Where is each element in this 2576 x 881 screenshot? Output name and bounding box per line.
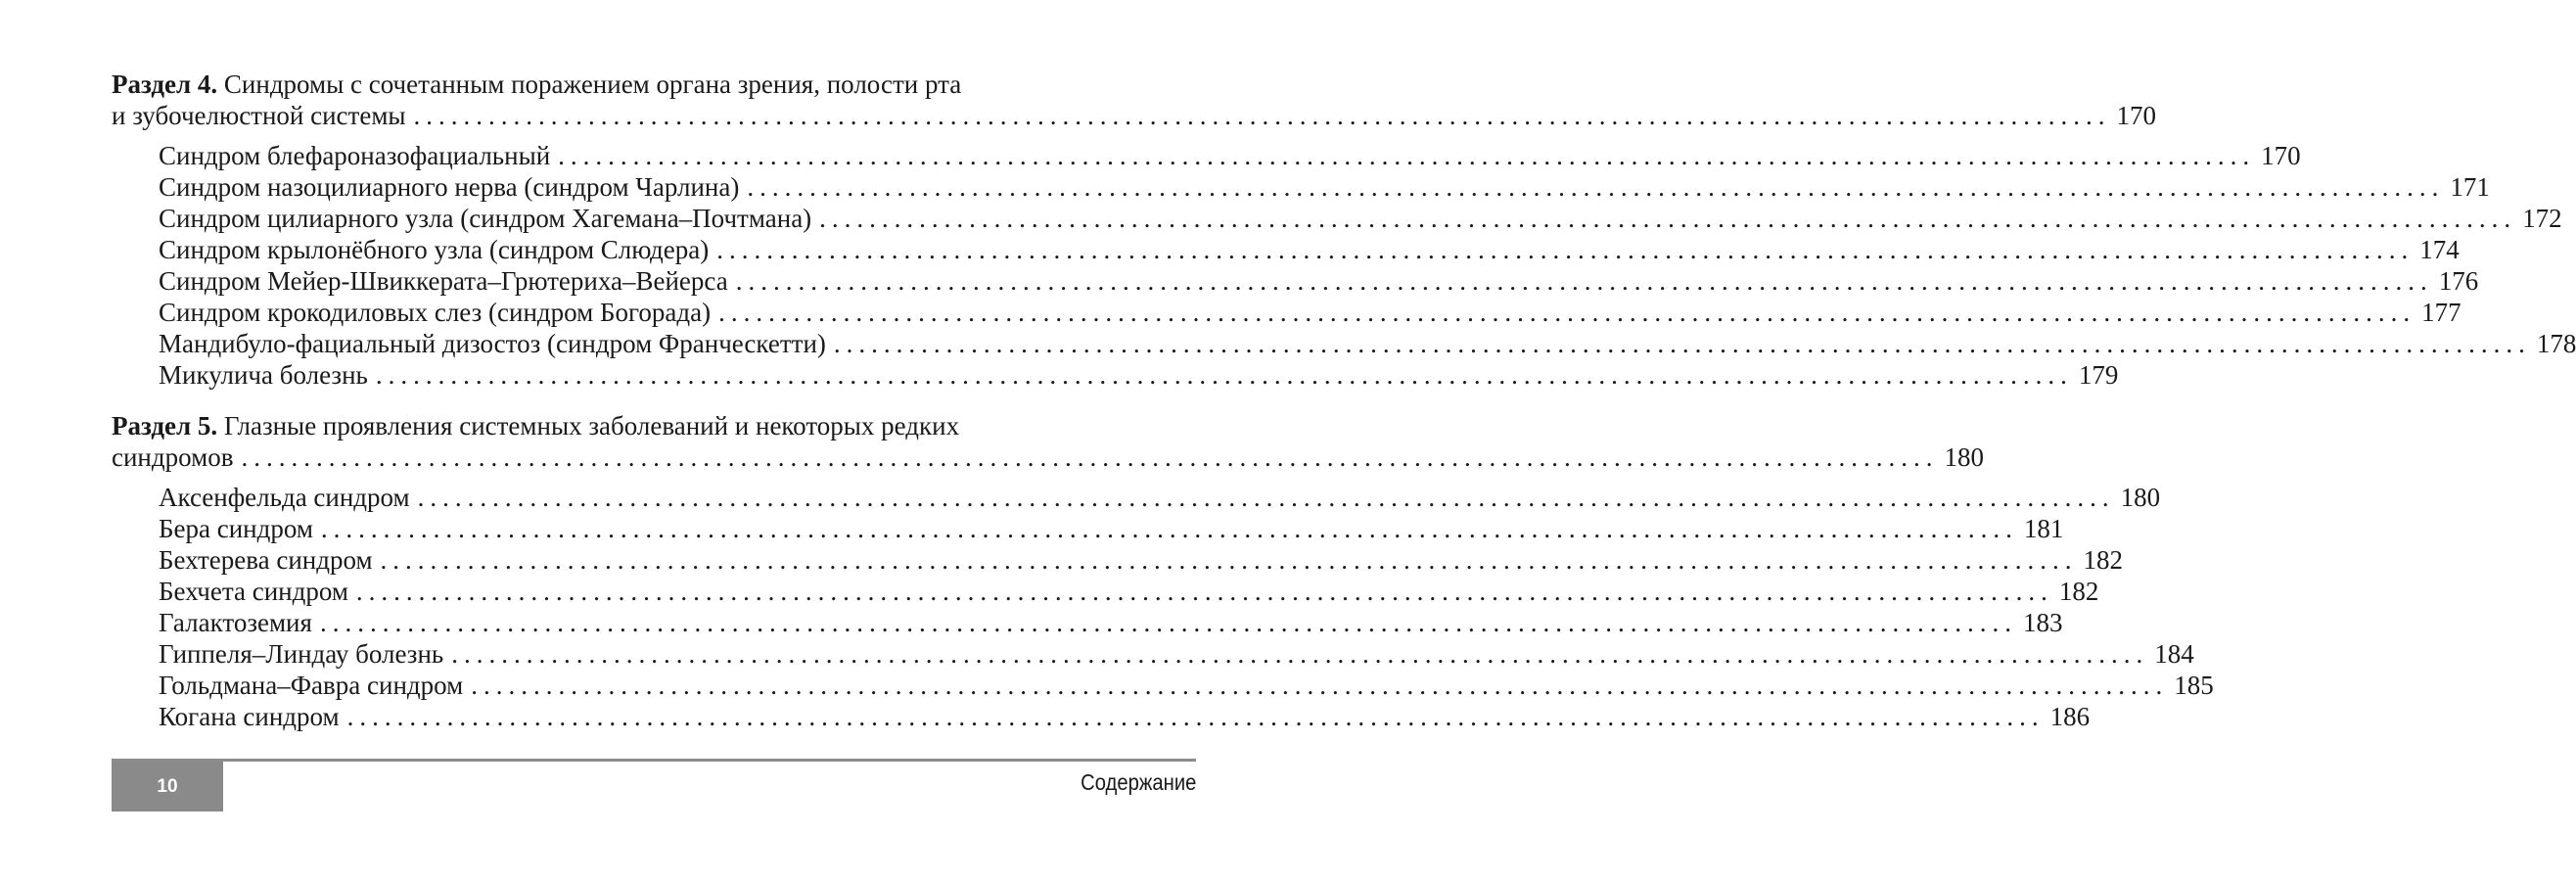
- section-label: Раздел 5.: [112, 411, 218, 440]
- page-ref: 182: [2058, 577, 2099, 606]
- section-title-line2: и зубочелюстной системы: [112, 101, 406, 130]
- entry-title: Аксенфельда синдром: [159, 483, 410, 512]
- page-ref: 181: [2023, 514, 2064, 543]
- page-ref: 178: [2536, 329, 2576, 358]
- page-ref: 186: [2049, 702, 2091, 731]
- dot-leader: ........................................................................................................................................: [833, 329, 2531, 358]
- page-ref: 180: [1944, 442, 1984, 472]
- dot-leader: ........................................................................................................................................: [346, 702, 2045, 731]
- toc-entry[interactable]: [112, 576, 2099, 607]
- toc-entry[interactable]: [112, 359, 2119, 391]
- toc-entry[interactable]: [112, 171, 2490, 203]
- page-ref: 177: [2421, 298, 2461, 327]
- page-ref: 183: [2022, 608, 2063, 637]
- dot-leader: ........................................................................................................................................: [417, 483, 2115, 512]
- entry-title: Синдром Мейер-Швиккерата–Грютериха–Вейерса: [159, 266, 728, 296]
- section-heading[interactable]: [112, 69, 1196, 100]
- dot-leader: ........................................................................................................................................: [471, 671, 2169, 700]
- toc-entry[interactable]: [112, 203, 2562, 234]
- toc-entry[interactable]: [112, 607, 2063, 638]
- toc-entry[interactable]: [112, 638, 2194, 670]
- dot-leader: ........................................................................................................................................: [375, 360, 2073, 390]
- dot-leader: ........................................................................................................................................: [747, 172, 2445, 202]
- page-ref: 170: [2116, 101, 2157, 130]
- toc-entry[interactable]: [112, 701, 2091, 732]
- entry-title: Когана синдром: [159, 702, 340, 731]
- running-title: Содержание: [1080, 769, 1196, 795]
- entry-title: Синдром крылонёбного узла (синдром Слюдера): [159, 235, 710, 264]
- page-ref: 184: [2154, 639, 2194, 669]
- page-number: 10: [157, 775, 178, 797]
- entry-title: Синдром цилиарного узла (синдром Хагемана–Почтмана): [159, 204, 812, 233]
- toc-entry[interactable]: [112, 234, 2460, 265]
- toc-entry[interactable]: [112, 544, 2124, 576]
- toc-section-4: [112, 69, 2576, 391]
- dot-leader: ........................................................................................................................................: [241, 442, 1939, 472]
- page-ref: 185: [2174, 671, 2214, 700]
- dot-leader: ........................................................................................................................................: [718, 298, 2416, 327]
- page-ref: 182: [2083, 545, 2124, 575]
- page-number-badge: [112, 762, 223, 811]
- section-label: Раздел 4.: [112, 70, 218, 99]
- entry-title: Синдром блефароназофациальный: [159, 141, 551, 170]
- page-ref: 180: [2120, 483, 2161, 512]
- section-title-line1: Глазные проявления системных заболеваний и некоторых редких: [217, 411, 960, 440]
- entry-title: Синдром назоцилиарного нерва (синдром Чарлина): [159, 172, 740, 202]
- dot-leader: ........................................................................................................................................: [380, 545, 2078, 575]
- toc-entry[interactable]: [112, 297, 2461, 328]
- toc-entry[interactable]: [112, 328, 2576, 359]
- entry-title: Галактоземия: [159, 608, 312, 637]
- entry-title: Мандибуло-фациальный дизостоз (синдром Франческетти): [159, 329, 826, 358]
- section-heading-line2[interactable]: [112, 441, 1984, 473]
- page-ref: 170: [2261, 141, 2301, 170]
- dot-leader: ........................................................................................................................................: [819, 204, 2517, 233]
- page-ref: 176: [2438, 266, 2479, 296]
- entry-title: Бера синдром: [159, 514, 313, 543]
- section-title-line1: Синдромы с сочетанным поражением органа зрения, полости рта: [217, 70, 962, 99]
- entry-title: Микулича болезнь: [159, 360, 368, 390]
- page-ref: 174: [2419, 235, 2460, 264]
- section-heading-line2[interactable]: [112, 100, 2157, 131]
- toc-section-5: [112, 410, 2214, 732]
- table-of-contents: [112, 69, 2576, 740]
- toc-entry[interactable]: [112, 265, 2479, 297]
- dot-leader: ........................................................................................................................................: [716, 235, 2415, 264]
- section-title-line2: синдромов: [112, 442, 234, 472]
- toc-entry[interactable]: [112, 482, 2161, 513]
- toc-entry[interactable]: [112, 140, 2301, 171]
- entry-title: Гиппеля–Линдау болезнь: [159, 639, 444, 669]
- page-ref: 179: [2078, 360, 2119, 390]
- entry-title: Бехтерева синдром: [159, 545, 373, 575]
- toc-entry[interactable]: [112, 513, 2064, 544]
- page-ref: 171: [2450, 172, 2490, 202]
- entry-title: Гольдмана–Фавра синдром: [159, 671, 464, 700]
- dot-leader: ........................................................................................................................................: [735, 266, 2433, 296]
- dot-leader: ........................................................................................................................................: [319, 608, 2017, 637]
- dot-leader: ........................................................................................................................................: [413, 101, 2111, 130]
- entry-title: Бехчета синдром: [159, 577, 348, 606]
- section-heading[interactable]: [112, 410, 1196, 441]
- dot-leader: ........................................................................................................................................: [558, 141, 2256, 170]
- dot-leader: ........................................................................................................................................: [355, 577, 2053, 606]
- dot-leader: ........................................................................................................................................: [320, 514, 2018, 543]
- page-ref: 172: [2522, 204, 2562, 233]
- toc-entry[interactable]: [112, 670, 2214, 701]
- dot-leader: ........................................................................................................................................: [451, 639, 2149, 669]
- entry-title: Синдром крокодиловых слез (синдром Богорада): [159, 298, 712, 327]
- footer-rule: [112, 759, 1196, 762]
